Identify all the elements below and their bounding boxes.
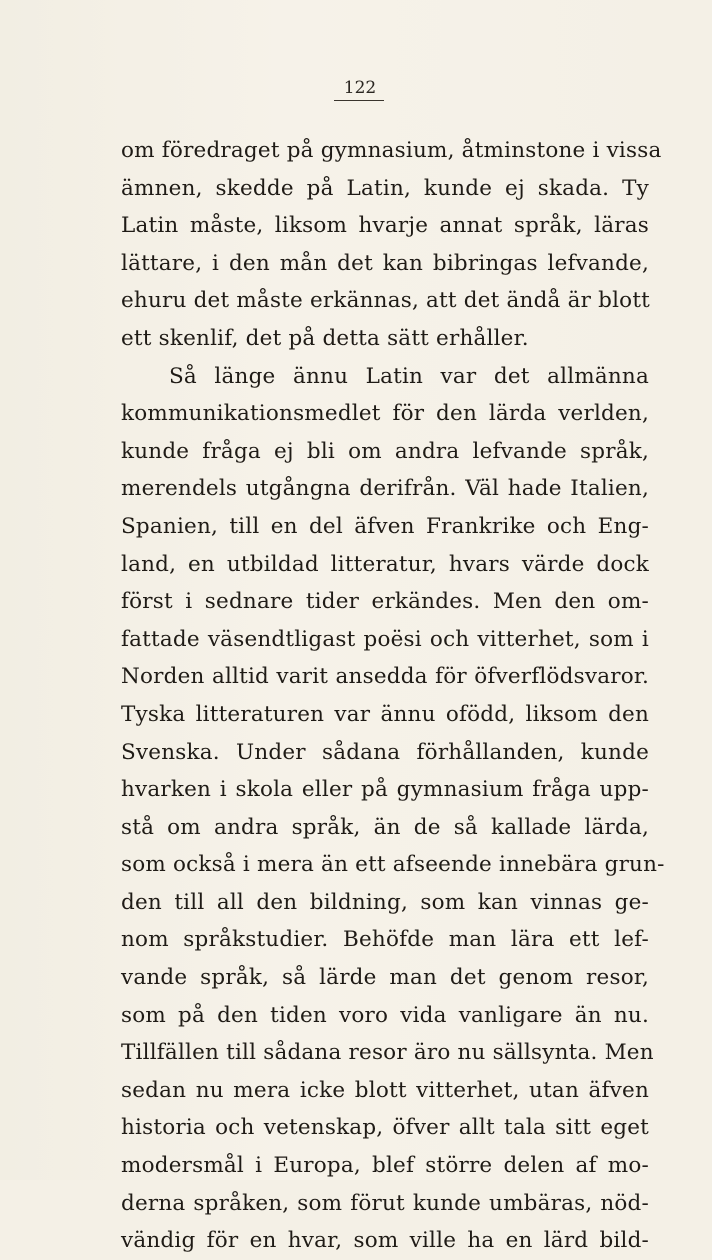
text-line: som också i mera än ett afseende innebära grun- <box>121 852 665 878</box>
text-line: ehuru det måste erkännas, att det ändå är blott <box>121 288 651 314</box>
text-line: den till all den bildning, som kan vinnas ge- <box>121 889 649 915</box>
text-line: nom språkstudier. Behöfde man lära ett lef- <box>121 927 649 953</box>
text-line: som på den tiden voro vida vanligare än nu. <box>121 1002 649 1028</box>
text-line: Så länge ännu Latin var det allmänna <box>169 363 649 389</box>
text-line: land, en utbildad litteratur, hvars värde dock <box>121 551 649 577</box>
text-line: Norden alltid varit ansedda för öfverflödsvaror. <box>121 664 649 690</box>
text-line: först i sednare tider erkändes. Men den om- <box>121 589 649 615</box>
page-number: 122 <box>343 78 377 98</box>
text-line: historia och vetenskap, öfver allt tala sitt eget <box>121 1115 649 1141</box>
page-number-rule <box>334 100 384 101</box>
text-line: ett skenlif, det på detta sätt erhåller. <box>121 325 529 351</box>
text-line: om föredraget på gymnasium, åtminstone i vissa <box>121 138 662 163</box>
text-line: hvarken i skola eller på gymnasium fråga upp- <box>121 777 649 803</box>
text-line: Tillfällen till sådana resor äro nu sällsynta. Men <box>121 1040 654 1066</box>
body-text <box>121 132 665 1260</box>
text-line: kommunikationsmedlet för den lärda verlden, <box>121 401 649 427</box>
text-line: ämnen, skedde på Latin, kunde ej skada. Ty <box>121 175 649 201</box>
text-line: Latin måste, liksom hvarje annat språk, läras <box>121 213 649 239</box>
text-line: kunde fråga ej bli om andra lefvande språk, <box>121 438 649 464</box>
text-line: modersmål i Europa, blef större delen af mo- <box>121 1153 649 1179</box>
text-line: sedan nu mera icke blott vitterhet, utan äfven <box>121 1077 649 1103</box>
text-line: Spanien, till en del äfven Frankrike och Eng- <box>121 513 649 539</box>
text-line: vande språk, så lärde man det genom resor, <box>121 965 649 991</box>
text-line: merendels utgångna derifrån. Väl hade Italien, <box>121 476 649 502</box>
text-line: vändig för en hvar, som ville ha en lärd bild- <box>121 1228 649 1254</box>
text-line: Svenska. Under sådana förhållanden, kunde <box>121 739 649 765</box>
text-line: stå om andra språk, än de så kallade lärda, <box>121 814 649 840</box>
text-line: lättare, i den mån det kan bibringas lefvande, <box>121 250 649 276</box>
text-line: fattade väsendtligast poësi och vitterhet, som i <box>121 626 649 652</box>
text-line: derna språken, som förut kunde umbäras, nöd- <box>121 1190 649 1216</box>
text-line: Tyska litteraturen var ännu ofödd, liksom den <box>121 701 649 727</box>
